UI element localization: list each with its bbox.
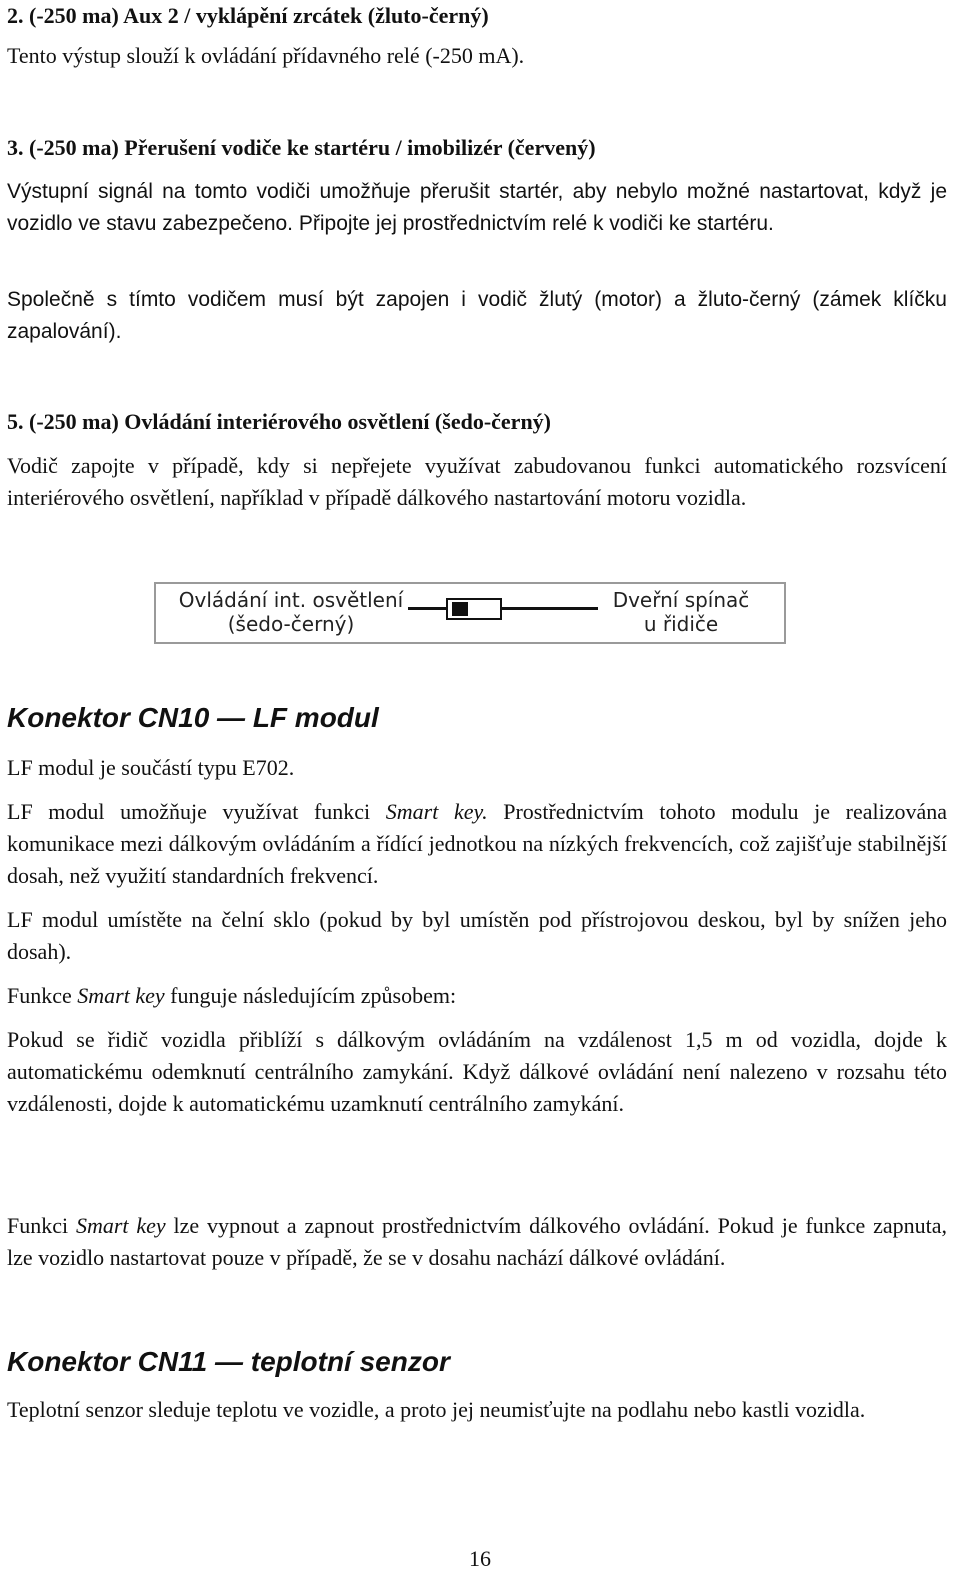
section-5-text: Vodič zapojte v případě, kdy si nepřejete využívat zabudovanou funkci automatického rozsvícení interiérového osvětlení, například v případě dálkového nastartování motoru vozidla. xyxy=(7,453,947,510)
cn10-p2-smart-key: Smart key. xyxy=(385,799,488,824)
cn10-p4-text-a: Funkce xyxy=(7,983,78,1008)
connector-fill xyxy=(452,602,468,616)
cn10-p4-text-b: funguje následujícím způsobem: xyxy=(164,983,457,1008)
section-5-heading: 5. (-250 ma) Ovládání interiérového osvětlení (šedo-černý) xyxy=(7,409,552,434)
figure-right-label xyxy=(596,588,766,636)
figure-right-line-2: u řidiče xyxy=(643,612,719,636)
cn10-paragraph-5: Pokud se řidič vozidla přiblíží s dálkovým ovládáním na vzdálenost 1,5 m od vozidla, dojde k automatickému odemknutí centrálního zamykání. Když dálkové ovládání není nalezeno v rozsahu této vzdálenosti, dojde k automatickému uzamknutí centrálního zamykání. xyxy=(7,1027,947,1116)
cn10-paragraph-4 xyxy=(7,980,947,1012)
cn10-p2-text-b: Prostřednictvím tohoto modulu je realizována komunikace mezi dálkovým ovládáním a řídící jednotkou na nízkých frekvencích, což zajišťuje stabilnější dosah, než využití standardních frekvencí. xyxy=(7,799,947,888)
cn10-p6-smart-key: Smart key xyxy=(75,1213,166,1238)
page-number: 16 xyxy=(469,1546,491,1571)
section-2-heading: 2. (-250 ma) Aux 2 / vyklápění zrcátek (žluto-černý) xyxy=(7,3,489,28)
cn10-p4-smart-key: Smart key xyxy=(77,983,165,1008)
cn10-paragraph-3: LF modul umístěte na čelní sklo (pokud by byl umístěn pod přístrojovou deskou, byl by snížen jeho dosah). xyxy=(7,907,947,964)
section-3-heading: 3. (-250 ma) Přerušení vodiče ke startéru / imobilizér (červený) xyxy=(7,135,596,160)
figure-left-label xyxy=(166,588,416,636)
section-2-text: Tento výstup slouží k ovládání přídavného relé (-250 mA). xyxy=(7,43,525,68)
cn10-paragraph-1: LF modul je součástí typu E702. xyxy=(7,755,295,780)
wiring-diagram xyxy=(154,582,786,644)
section-3-paragraph-2: Společně s tímto vodičem musí být zapojen i vodič žlutý (motor) a žluto-černý (zámek klíčku zapalování). xyxy=(7,288,947,343)
figure-left-line-1: Ovládání int. osvětlení xyxy=(178,588,404,612)
cn10-p2-text-a: LF modul umožňuje využívat funkci xyxy=(7,799,386,824)
cn11-heading: Konektor CN11 — teplotní senzor xyxy=(7,1346,450,1377)
cn10-paragraph-6 xyxy=(7,1210,947,1274)
cn11-paragraph: Teplotní senzor sleduje teplotu ve vozidle, a proto jej neumisťujte na podlahu nebo kastli vozidla. xyxy=(7,1397,866,1422)
cn10-paragraph-2 xyxy=(7,796,947,892)
figure-left-line-2: (šedo-černý) xyxy=(227,612,355,636)
cn10-p6-text-b: lze vypnout a zapnout prostřednictvím dálkového ovládání. Pokud je funkce zapnuta, lze vozidlo nastartovat pouze v případě, že se v dosahu nachází dálkové ovládání. xyxy=(7,1213,947,1270)
wire-line xyxy=(408,607,598,610)
cn10-heading: Konektor CN10 — LF modul xyxy=(7,702,379,733)
wire-connector-icon xyxy=(446,598,502,620)
figure-right-line-1: Dveřní spínač xyxy=(612,588,750,612)
section-3-paragraph-1: Výstupní signál na tomto vodiči umožňuje přerušit startér, aby nebylo možné nastartovat, když je vozidlo ve stavu zabezpečeno. Připojte jej prostřednictvím relé k vodiči ke startéru. xyxy=(7,180,947,235)
cn10-p6-text-a: Funkci xyxy=(7,1213,76,1238)
